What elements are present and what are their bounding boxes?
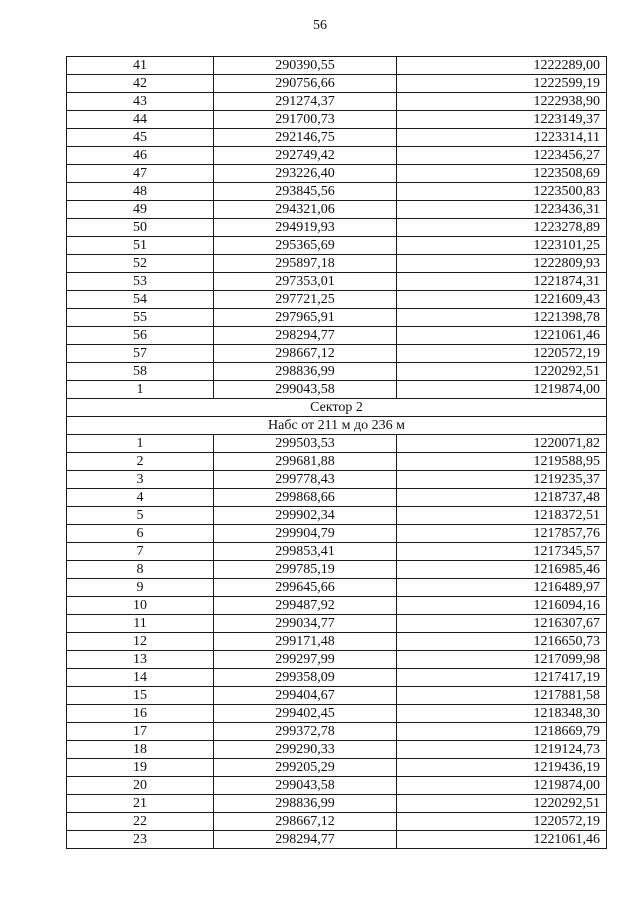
- point-number-cell: 1: [67, 435, 214, 453]
- y-coordinate-cell: 1216489,97: [397, 579, 607, 597]
- table-row: [67, 741, 607, 759]
- y-coordinate-cell: 1222289,00: [397, 57, 607, 75]
- table-row: [67, 651, 607, 669]
- y-coordinate-cell: 1217857,76: [397, 525, 607, 543]
- table-row: [67, 669, 607, 687]
- point-number-cell: 13: [67, 651, 214, 669]
- point-number-cell: 19: [67, 759, 214, 777]
- x-coordinate-cell: 294321,06: [214, 201, 397, 219]
- table-row: [67, 327, 607, 345]
- table-row: [67, 687, 607, 705]
- point-number-cell: 41: [67, 57, 214, 75]
- x-coordinate-cell: 291700,73: [214, 111, 397, 129]
- x-coordinate-cell: 299043,58: [214, 381, 397, 399]
- y-coordinate-cell: 1223508,69: [397, 165, 607, 183]
- y-coordinate-cell: 1221398,78: [397, 309, 607, 327]
- x-coordinate-cell: 299503,53: [214, 435, 397, 453]
- x-coordinate-cell: 293845,56: [214, 183, 397, 201]
- point-number-cell: 16: [67, 705, 214, 723]
- x-coordinate-cell: 299904,79: [214, 525, 397, 543]
- x-coordinate-cell: 299404,67: [214, 687, 397, 705]
- x-coordinate-cell: 299681,88: [214, 453, 397, 471]
- x-coordinate-cell: 292749,42: [214, 147, 397, 165]
- point-number-cell: 22: [67, 813, 214, 831]
- table-row: [67, 615, 607, 633]
- point-number-cell: 17: [67, 723, 214, 741]
- point-number-cell: 43: [67, 93, 214, 111]
- y-coordinate-cell: 1220292,51: [397, 795, 607, 813]
- table-row: [67, 237, 607, 255]
- y-coordinate-cell: 1217345,57: [397, 543, 607, 561]
- table-row: [67, 111, 607, 129]
- table-row: [67, 507, 607, 525]
- x-coordinate-cell: 299902,34: [214, 507, 397, 525]
- table-row: [67, 183, 607, 201]
- point-number-cell: 50: [67, 219, 214, 237]
- table-row: [67, 831, 607, 849]
- point-number-cell: 53: [67, 273, 214, 291]
- y-coordinate-cell: 1217417,19: [397, 669, 607, 687]
- point-number-cell: 4: [67, 489, 214, 507]
- x-coordinate-cell: 294919,93: [214, 219, 397, 237]
- coordinates-table-body: [67, 57, 607, 849]
- table-row: [67, 435, 607, 453]
- point-number-cell: 9: [67, 579, 214, 597]
- section-header-row: [67, 417, 607, 435]
- y-coordinate-cell: 1219874,00: [397, 777, 607, 795]
- y-coordinate-cell: 1220572,19: [397, 345, 607, 363]
- x-coordinate-cell: 299868,66: [214, 489, 397, 507]
- table-row: [67, 759, 607, 777]
- point-number-cell: 52: [67, 255, 214, 273]
- table-row: [67, 489, 607, 507]
- point-number-cell: 11: [67, 615, 214, 633]
- x-coordinate-cell: 299358,09: [214, 669, 397, 687]
- point-number-cell: 20: [67, 777, 214, 795]
- table-row: [67, 579, 607, 597]
- x-coordinate-cell: 297965,91: [214, 309, 397, 327]
- table-row: [67, 57, 607, 75]
- point-number-cell: 45: [67, 129, 214, 147]
- point-number-cell: 6: [67, 525, 214, 543]
- point-number-cell: 47: [67, 165, 214, 183]
- x-coordinate-cell: 291274,37: [214, 93, 397, 111]
- x-coordinate-cell: 299785,19: [214, 561, 397, 579]
- y-coordinate-cell: 1216985,46: [397, 561, 607, 579]
- x-coordinate-cell: 299043,58: [214, 777, 397, 795]
- point-number-cell: 58: [67, 363, 214, 381]
- x-coordinate-cell: 299205,29: [214, 759, 397, 777]
- x-coordinate-cell: 299297,99: [214, 651, 397, 669]
- point-number-cell: 54: [67, 291, 214, 309]
- x-coordinate-cell: 290756,66: [214, 75, 397, 93]
- point-number-cell: 14: [67, 669, 214, 687]
- y-coordinate-cell: 1223314,11: [397, 129, 607, 147]
- x-coordinate-cell: 298836,99: [214, 363, 397, 381]
- x-coordinate-cell: 299034,77: [214, 615, 397, 633]
- y-coordinate-cell: 1223456,27: [397, 147, 607, 165]
- table-row: [67, 291, 607, 309]
- point-number-cell: 2: [67, 453, 214, 471]
- y-coordinate-cell: 1223149,37: [397, 111, 607, 129]
- x-coordinate-cell: 298294,77: [214, 327, 397, 345]
- point-number-cell: 10: [67, 597, 214, 615]
- x-coordinate-cell: 297721,25: [214, 291, 397, 309]
- table-row: [67, 363, 607, 381]
- point-number-cell: 48: [67, 183, 214, 201]
- table-row: [67, 633, 607, 651]
- y-coordinate-cell: 1221061,46: [397, 327, 607, 345]
- y-coordinate-cell: 1218669,79: [397, 723, 607, 741]
- table-row: [67, 75, 607, 93]
- section-header: Сектор 2: [67, 399, 607, 417]
- table-row: [67, 471, 607, 489]
- y-coordinate-cell: 1217099,98: [397, 651, 607, 669]
- table-row: [67, 723, 607, 741]
- y-coordinate-cell: 1219588,95: [397, 453, 607, 471]
- table-row: [67, 201, 607, 219]
- x-coordinate-cell: 293226,40: [214, 165, 397, 183]
- table-row: [67, 345, 607, 363]
- y-coordinate-cell: 1216307,67: [397, 615, 607, 633]
- y-coordinate-cell: 1223436,31: [397, 201, 607, 219]
- point-number-cell: 44: [67, 111, 214, 129]
- y-coordinate-cell: 1220292,51: [397, 363, 607, 381]
- y-coordinate-cell: 1218737,48: [397, 489, 607, 507]
- point-number-cell: 5: [67, 507, 214, 525]
- table-row: [67, 93, 607, 111]
- x-coordinate-cell: 298836,99: [214, 795, 397, 813]
- x-coordinate-cell: 298667,12: [214, 813, 397, 831]
- x-coordinate-cell: 299402,45: [214, 705, 397, 723]
- x-coordinate-cell: 299372,78: [214, 723, 397, 741]
- table-row: [67, 525, 607, 543]
- y-coordinate-cell: 1221874,31: [397, 273, 607, 291]
- y-coordinate-cell: 1219124,73: [397, 741, 607, 759]
- x-coordinate-cell: 299645,66: [214, 579, 397, 597]
- point-number-cell: 51: [67, 237, 214, 255]
- section-header-row: [67, 399, 607, 417]
- point-number-cell: 3: [67, 471, 214, 489]
- point-number-cell: 56: [67, 327, 214, 345]
- table-row: [67, 309, 607, 327]
- x-coordinate-cell: 292146,75: [214, 129, 397, 147]
- table-row: [67, 255, 607, 273]
- x-coordinate-cell: 299171,48: [214, 633, 397, 651]
- table-row: [67, 543, 607, 561]
- y-coordinate-cell: 1222809,93: [397, 255, 607, 273]
- table-row: [67, 129, 607, 147]
- y-coordinate-cell: 1220572,19: [397, 813, 607, 831]
- point-number-cell: 46: [67, 147, 214, 165]
- y-coordinate-cell: 1218372,51: [397, 507, 607, 525]
- table-row: [67, 777, 607, 795]
- y-coordinate-cell: 1220071,82: [397, 435, 607, 453]
- y-coordinate-cell: 1223278,89: [397, 219, 607, 237]
- x-coordinate-cell: 297353,01: [214, 273, 397, 291]
- table-row: [67, 219, 607, 237]
- table-row: [67, 381, 607, 399]
- x-coordinate-cell: 295897,18: [214, 255, 397, 273]
- table-row: [67, 147, 607, 165]
- y-coordinate-cell: 1218348,30: [397, 705, 607, 723]
- table-row: [67, 273, 607, 291]
- point-number-cell: 7: [67, 543, 214, 561]
- y-coordinate-cell: 1219874,00: [397, 381, 607, 399]
- y-coordinate-cell: 1219235,37: [397, 471, 607, 489]
- y-coordinate-cell: 1216094,16: [397, 597, 607, 615]
- x-coordinate-cell: 290390,55: [214, 57, 397, 75]
- x-coordinate-cell: 298294,77: [214, 831, 397, 849]
- section-header: Набс от 211 м до 236 м: [67, 417, 607, 435]
- coordinates-table: [66, 56, 607, 849]
- y-coordinate-cell: 1219436,19: [397, 759, 607, 777]
- table-row: [67, 705, 607, 723]
- x-coordinate-cell: 299290,33: [214, 741, 397, 759]
- y-coordinate-cell: 1221061,46: [397, 831, 607, 849]
- point-number-cell: 8: [67, 561, 214, 579]
- y-coordinate-cell: 1222938,90: [397, 93, 607, 111]
- y-coordinate-cell: 1223101,25: [397, 237, 607, 255]
- x-coordinate-cell: 299853,41: [214, 543, 397, 561]
- table-row: [67, 597, 607, 615]
- y-coordinate-cell: 1216650,73: [397, 633, 607, 651]
- point-number-cell: 18: [67, 741, 214, 759]
- x-coordinate-cell: 295365,69: [214, 237, 397, 255]
- page-number: 56: [313, 18, 327, 33]
- point-number-cell: 42: [67, 75, 214, 93]
- table-row: [67, 561, 607, 579]
- y-coordinate-cell: 1217881,58: [397, 687, 607, 705]
- point-number-cell: 55: [67, 309, 214, 327]
- point-number-cell: 12: [67, 633, 214, 651]
- table-row: [67, 795, 607, 813]
- x-coordinate-cell: 299778,43: [214, 471, 397, 489]
- point-number-cell: 23: [67, 831, 214, 849]
- point-number-cell: 57: [67, 345, 214, 363]
- y-coordinate-cell: 1221609,43: [397, 291, 607, 309]
- y-coordinate-cell: 1222599,19: [397, 75, 607, 93]
- point-number-cell: 1: [67, 381, 214, 399]
- table-row: [67, 165, 607, 183]
- x-coordinate-cell: 298667,12: [214, 345, 397, 363]
- point-number-cell: 49: [67, 201, 214, 219]
- table-row: [67, 453, 607, 471]
- x-coordinate-cell: 299487,92: [214, 597, 397, 615]
- table-row: [67, 813, 607, 831]
- point-number-cell: 15: [67, 687, 214, 705]
- y-coordinate-cell: 1223500,83: [397, 183, 607, 201]
- point-number-cell: 21: [67, 795, 214, 813]
